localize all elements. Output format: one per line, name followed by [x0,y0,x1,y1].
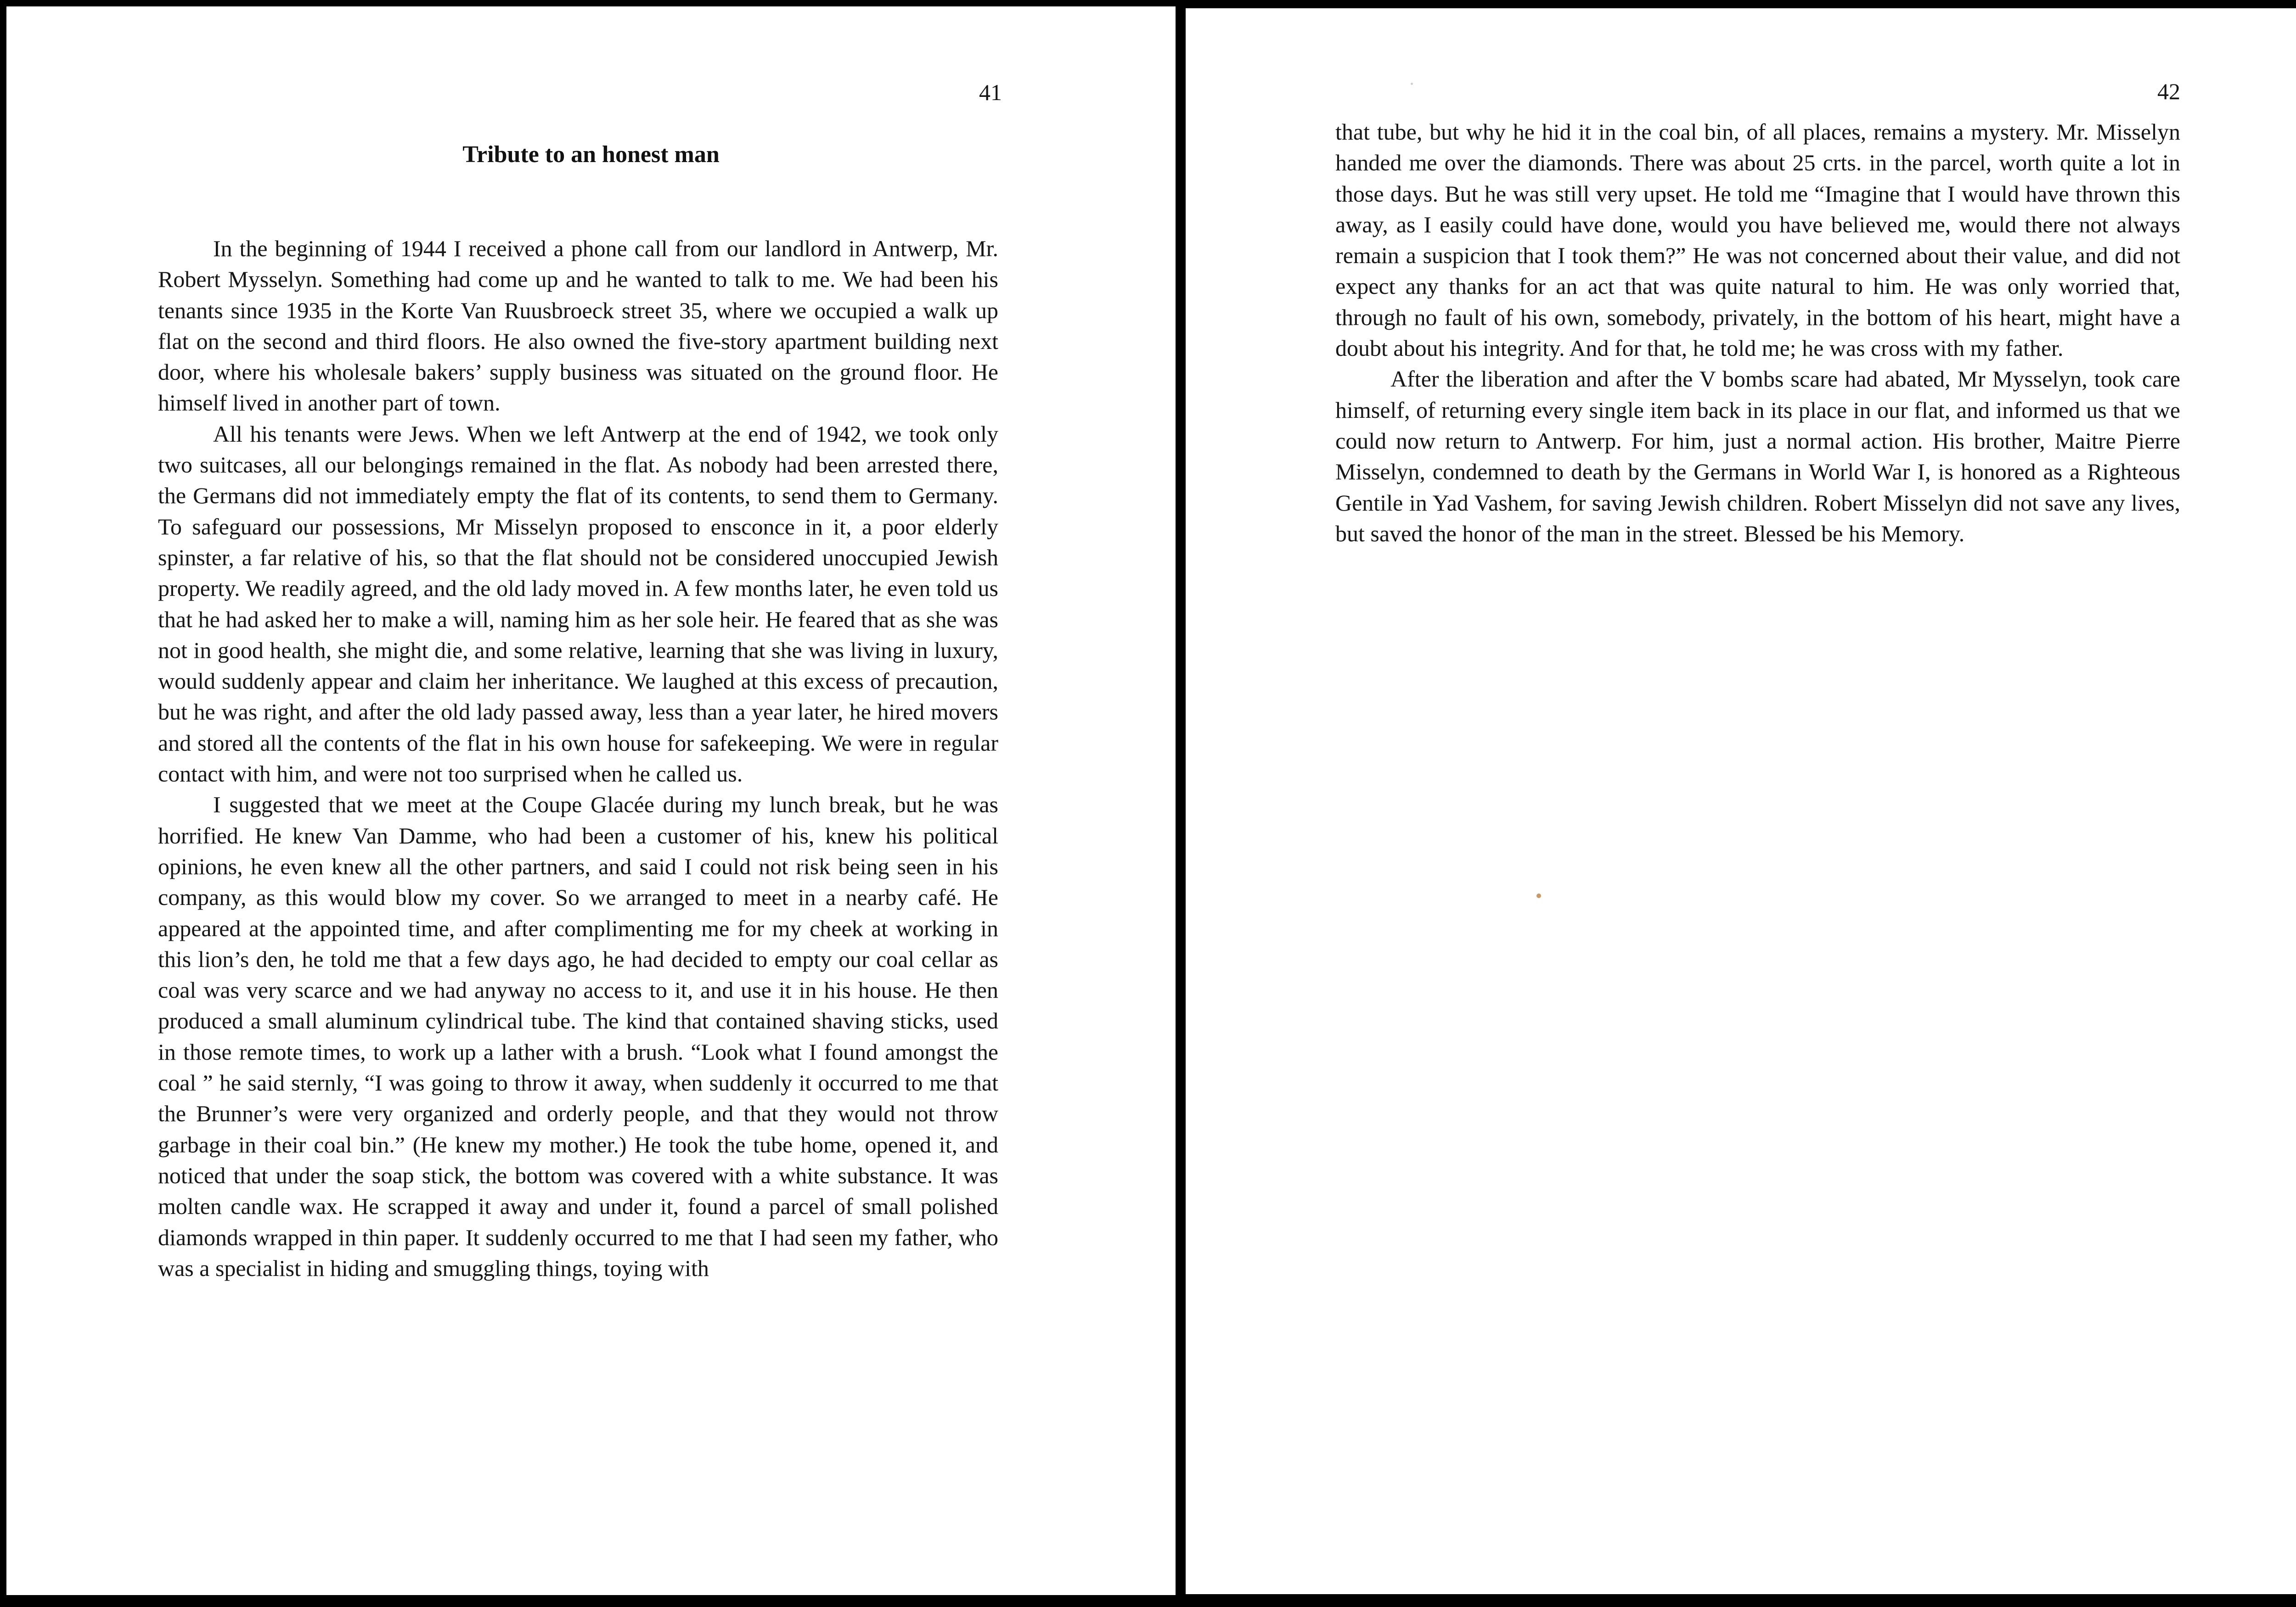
scan-speck [1536,893,1541,898]
body-text [158,233,998,1284]
paragraph: After the liberation and after the V bombs scare had abated, Mr Mysselyn, took care himself, of returning every single item back in its place in our flat, and informed us that we could now return to Antwerp. For him, just a normal action. His brother, Maitre Pierre Misselyn, condemned to death by the Germans in World War I, is honored as a Righteous Gentile in Yad Vashem, for saving Jewish children. Robert Misselyn did not save any lives, but saved the honor of the man in the street. Blessed be his Memory. [1335,366,2180,546]
scan-speck [1411,83,1413,85]
right-page [1186,8,2296,1594]
left-page [6,6,1176,1595]
page-number: 42 [2157,79,2180,104]
page-number: 41 [979,79,1002,105]
paragraph: All his tenants were Jews. When we left Antwerp at the end of 1942, we took only two suitcases, all our belongings remained in the flat. As nobody had been arrested there, the Germans did not immediately empty the flat of its contents, to send them to Germany. To safeguard our possessions, Mr Misselyn proposed to ensconce in it, a poor elderly spinster, a far relative of his, so that the flat should not be considered unoccupied Jewish property. We readily agreed, and the old lady moved in. A few months later, he even told us that he had asked her to make a will, naming him as her sole heir. He feared that as she was not in good health, she might die, and some relative, learning that she was living in luxury, would suddenly appear and claim her inheritance. We laughed at this excess of precaution, but he was right, and after the old lady passed away, less than a year later, he hired movers and stored all the contents of the flat in his own house for safekeeping. We were in regular contact with him, and were not too surprised when he called us. [158,421,998,787]
paragraph: that tube, but why he hid it in the coal bin, of all places, remains a mystery. Mr. Misselyn handed me over the diamonds. There was about 25 crts. in the parcel, worth quite a lot in those days. But he was still very upset. He told me “Imagine that I would have thrown this away, as I easily could have done, would you have believed me, would there not always remain a suspicion that I took them?” He was not concerned about their value, and did not expect any thanks for an act that was quite natural to him. He was only worried that, through no fault of his own, somebody, privately, in the bottom of his heart, might have a doubt about his integrity. And for that, he told me; he was cross with my father. [1335,119,2180,361]
paragraph: I suggested that we meet at the Coupe Glacée during my lunch break, but he was horrified. He knew Van Damme, who had been a customer of his, knew his political opinions, he even knew all the other partners, and said I could not risk being seen in his company, as this would blow my cover. So we arranged to meet in a nearby café. He appeared at the appointed time, and after complimenting me for my cheek at working in this lion’s den, he told me that a few days ago, he had decided to empty our coal cellar as coal was very scarce and we had anyway no access to it, and use it in his house. He then produced a small aluminum cylindrical tube. The kind that contained shaving sticks, used in those remote times, to work up a lather with a brush. “Look what I found amongst the coal ” he said sternly, “I was going to throw it away, when suddenly it occurred to me that the Brunner’s were very organized and orderly people, and that they would not throw garbage in their coal bin.” (He knew my mother.) He took the tube home, opened it, and noticed that under the soap stick, the bottom was covered with a white substance. It was molten candle wax. He scrapped it away and under it, found a parcel of small polished diamonds wrapped in thin paper. It suddenly occurred to me that I had seen my father, who was a specialist in hiding and smuggling things, toying with [158,792,998,1281]
body-text [1335,117,2180,549]
chapter-title: Tribute to an honest man [462,141,720,168]
paragraph: In the beginning of 1944 I received a phone call from our landlord in Antwerp, Mr. Robert Mysselyn. Something had come up and he wanted to talk to me. We had been his tenants since 1935 in the Korte Van Ruusbroeck street 35, where we occupied a walk up flat on the second and third floors. He also owned the five-story apartment building next door, where his wholesale bakers’ supply business was situated on the ground floor. He himself lived in another part of town. [158,236,998,416]
